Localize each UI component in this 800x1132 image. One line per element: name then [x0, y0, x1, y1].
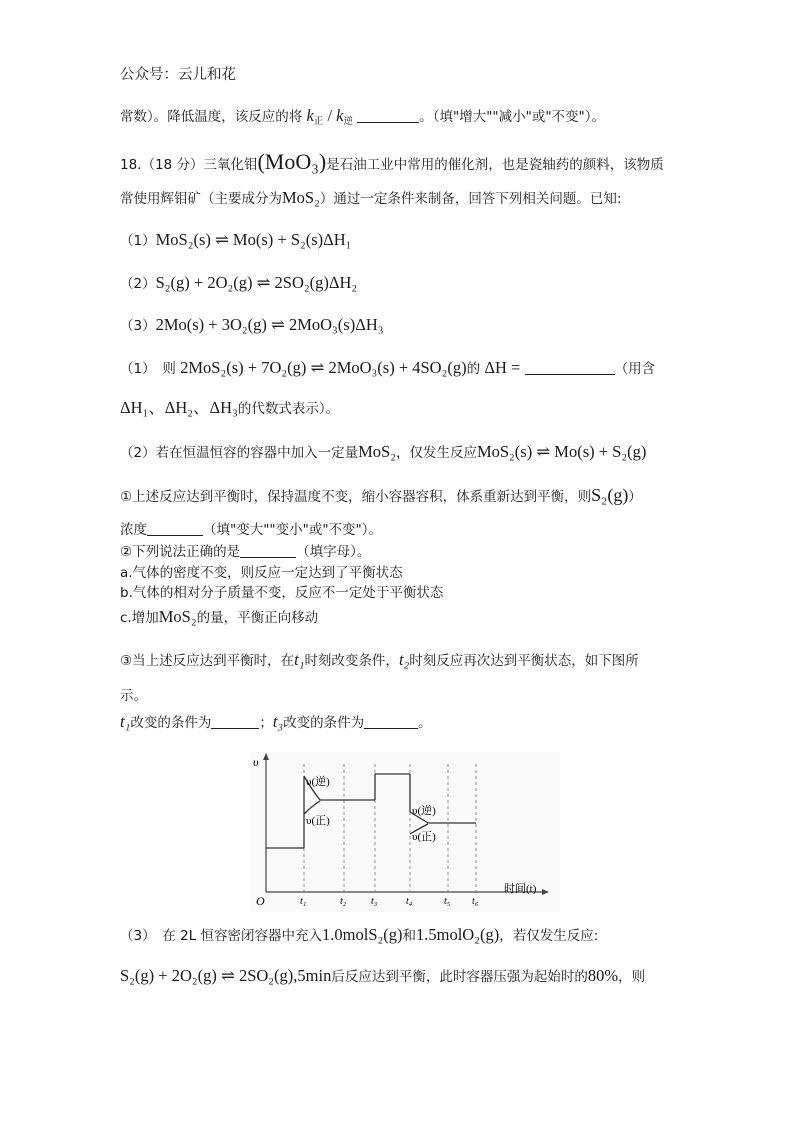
- option-b: b.气体的相对分子质量不变，反应不一定处于平衡状态: [120, 585, 444, 601]
- sub3-line1: ③当上述反应达到平衡时，在t₁时刻改变条件，t₂时刻反应再次达到平衡状态，如下图所: [120, 650, 639, 669]
- sub3-line3: t₁改变的条件为 ；t₃改变的条件为 。: [120, 712, 432, 731]
- answer-blank[interactable]: [211, 713, 259, 729]
- given-eq1: （1）MoS₂(s) ⇌ Mo(s) + S₂(s)ΔH₁: [120, 230, 352, 249]
- part2-line: （2）若在恒温恒容的容器中加入一定量MoS₂，仅发生反应MoS₂(s) ⇌ Mo(s) + S₂(g): [120, 442, 647, 461]
- part1-line1: （1） 则 2MoS₂(s) + 7O₂(g) ⇌ 2MoO₃(s) + 4SO₂(g)的 ΔH = （用含: [120, 358, 656, 377]
- x-axis-label: 时间(t): [504, 883, 537, 895]
- answer-blank[interactable]: [240, 542, 296, 558]
- tick-t1: t₁: [300, 896, 307, 907]
- sub1-line2: 浓度 （填"变大""变小"或"不变"）。: [120, 522, 383, 538]
- part3-line1: （3） 在 2L 恒容密闭容器中充入1.0molS₂(g)和1.5molO₂(g)，若仅发生反应:: [120, 925, 599, 944]
- sub1-line1: ①上述反应达到平衡时，保持温度不变，缩小容器容积，体系重新达到平衡，则S₂(g)）: [120, 485, 642, 505]
- option-a: a.气体的密度不变，则反应一定达到了平衡状态: [120, 565, 403, 581]
- q18-intro: 18.（18 分）三氧化钼(MoO₃)是石油工业中常用的催化剂，也是瓷轴药的颜料，该物质: [120, 149, 664, 174]
- label-forward-2: υ(正): [412, 831, 436, 843]
- q18-line2: 常使用辉钼矿（主要成分为MoS₂）通过一定条件来制备，回答下列相关问题。已知:: [120, 188, 622, 207]
- given-eq3: （3）2Mo(s) + 3O₂(g) ⇌ 2MoO₃(s)ΔH₃: [120, 315, 384, 334]
- given-eq2: （2）S₂(g) + 2O₂(g) ⇌ 2SO₂(g)ΔH₂: [120, 273, 358, 292]
- label-reverse-1: υ(逆): [306, 776, 330, 788]
- part3-line2: S₂(g) + 2O₂(g) ⇌ 2SO₂(g),5min后反应达到平衡，此时容器压强为起始时的80%，则: [120, 966, 646, 985]
- label-forward-1: υ(正): [306, 815, 330, 827]
- label-reverse-2: υ(逆): [412, 805, 436, 817]
- answer-blank[interactable]: [147, 520, 203, 536]
- tick-t6: t₆: [472, 896, 479, 907]
- part1-line2: ΔH₁、ΔH₂、ΔH₃的代数式表示）。: [120, 398, 340, 417]
- tick-t5: t₅: [444, 896, 451, 907]
- answer-blank[interactable]: [357, 107, 419, 123]
- tick-t3: t₃: [371, 896, 378, 907]
- sub3-line2: 示。: [120, 688, 147, 704]
- top-line: 常数）。降低温度，该反应的将 $k_正 / k_逆$ 。（填"增大""减小"或"不变"）。: [120, 106, 606, 127]
- tick-t4: t₄: [406, 896, 413, 907]
- sub2-line: ②下列说法正确的是 （填字母）。: [120, 544, 371, 560]
- option-c: c.增加MoS₂的量，平衡正向移动: [120, 607, 319, 626]
- answer-blank[interactable]: [364, 713, 418, 729]
- y-axis-label: υ: [253, 755, 259, 769]
- rate-time-graph: [250, 752, 560, 912]
- header-text: 公众号：云儿和花: [120, 67, 236, 83]
- origin-label: O: [256, 894, 265, 908]
- tick-t2: t₂: [340, 896, 347, 907]
- answer-blank[interactable]: [525, 359, 615, 375]
